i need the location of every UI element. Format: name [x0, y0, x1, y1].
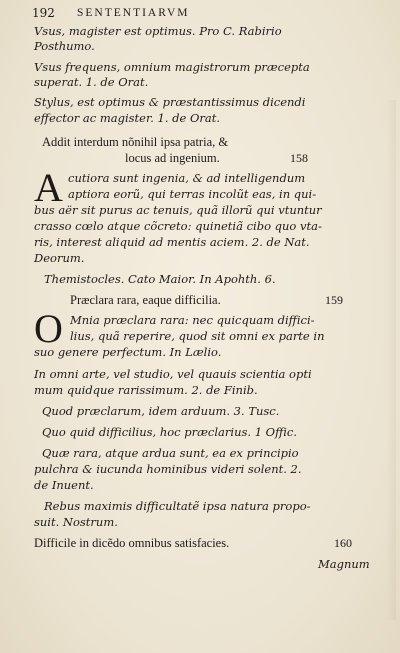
section-heading: Addit interdum nõnihil ipsa patria, & — [42, 135, 229, 149]
running-title: SENTENTIARVM — [77, 7, 190, 19]
text-line: bus aër sit purus ac tenuis, quã illorũ qui vtuntur — [34, 203, 322, 217]
section-number: 160 — [334, 536, 352, 550]
section-number: 159 — [325, 293, 343, 307]
show-through-shadow — [386, 100, 396, 620]
text-line: mum quidque rarissimum. 2. de Finib. — [34, 383, 258, 397]
text-line: Quod præclarum, idem arduum. 3. Tusc. — [42, 404, 280, 418]
section-heading: Difficile in dicẽdo omnibus satisfacies. — [34, 536, 230, 550]
text-line: Quæ rara, atque ardua sunt, ea ex principio — [42, 446, 299, 460]
text-line: Deorum. — [34, 251, 85, 265]
text-line: Vsus, magister est optimus. Pro C. Rabirio — [34, 24, 282, 38]
text-line: Posthumo. — [34, 39, 95, 53]
text-line: pulchra & iucunda hominibus videri solent. 2. — [34, 462, 302, 476]
text-line: suit. Nostrum. — [34, 515, 118, 529]
text-line: Themistocles. Cato Maior. In Apohth. 6. — [44, 272, 276, 286]
page-header — [32, 6, 362, 22]
text-line: cutiora sunt ingenia, & ad intelligendum — [68, 171, 306, 185]
text-line: Quo quid difficilius, hoc præclarius. 1 Offic. — [42, 425, 298, 439]
text-line: Rebus maximis difficultatẽ ipsa natura propo- — [44, 499, 311, 513]
text-line: ris, interest aliquid ad mentis aciem. 2. de Nat. — [34, 235, 310, 249]
drop-cap: A — [34, 165, 63, 210]
text-line: aptiora eorũ, qui terras incolũt eas, in qui- — [68, 187, 317, 201]
catchword: Magnum — [318, 557, 370, 571]
text-line: superat. 1. de Orat. — [34, 75, 149, 89]
page-number: 192 — [32, 6, 55, 20]
text-line: Vsus frequens, omnium magistrorum præcepta — [34, 60, 310, 74]
drop-cap: O — [34, 306, 63, 351]
text-line: Stylus, est optimus & præstantissimus dicendi — [34, 95, 306, 109]
text-line: effector ac magister. 1. de Orat. — [34, 111, 221, 125]
text-line: suo genere perfectum. In Lælio. — [34, 345, 222, 359]
text-line: Mnia præclara rara: nec quicquam diffici- — [70, 313, 315, 327]
text-line: In omni arte, vel studio, vel quauis scientia opti — [34, 367, 312, 381]
text-line: crasso cœlo atque cõcreto: quinetiã cibo quo vta- — [34, 219, 322, 233]
section-heading: Præclara rara, eaque difficilia. — [70, 293, 221, 307]
section-heading: locus ad ingenium. — [125, 151, 220, 165]
section-number: 158 — [290, 151, 308, 165]
text-line: de Inuent. — [34, 478, 94, 492]
text-line: lius, quã reperire, quod sit omni ex parte in — [70, 329, 325, 343]
